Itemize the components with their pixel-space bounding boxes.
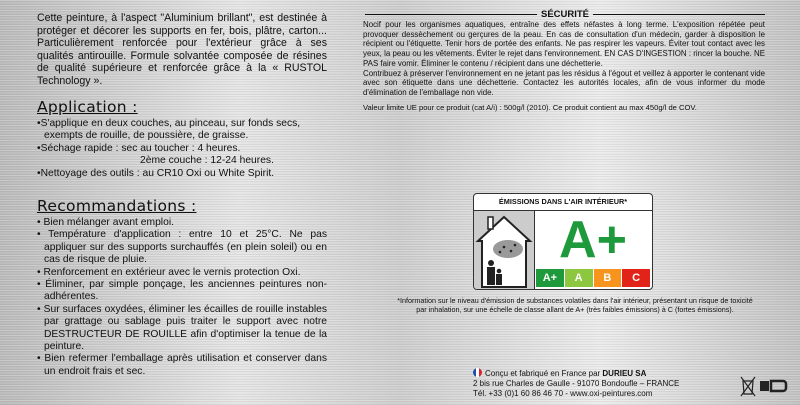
emissions-rating: A+ — [559, 211, 627, 269]
application-heading: Application : — [37, 98, 138, 116]
application-item: •S'applique en deux couches, au pinceau, sur fonds secs, exempts de rouille, de poussière, de graisse. — [37, 118, 301, 142]
product-description: Cette peinture, à l'aspect "Aluminium brillant", est destinée à protéger et décorer les supports en fer, bois, plâtre, carton... Particulièrement renforcée pour l'extérieur grâce à ses qualités antirouille. Formule solvantée composée de résines de qualité supérieure et renforcée grâce à la « RUSTOL Technology ». — [37, 12, 327, 87]
made-in-france: Conçu et fabriqué en France par — [485, 369, 603, 378]
scale-c: C — [622, 269, 650, 287]
application-item: 2ème couche : 12-24 heures. — [140, 155, 274, 167]
emissions-label — [473, 193, 653, 290]
manufacturer-info — [473, 368, 679, 399]
application-item: •Nettoyage des outils : au CR10 Oxi ou White Spirit. — [37, 167, 275, 179]
recommandation-item: • Sur surfaces oxydées, éliminer les écailles de rouille instables par grattage ou sablage puis traiter le support avec notre DESTRUCTEUR DE ROUILLE afin d'optimiser la tenue de la peinture. — [37, 303, 327, 353]
contact: Tél. +33 (0)1 60 86 46 70 - www.oxi-peintures.com — [473, 389, 653, 398]
divider — [365, 14, 537, 15]
application-item: •Séchage rapide : sec au toucher : 4 heures. — [37, 142, 241, 154]
securite-text — [363, 20, 765, 112]
emissions-scale — [536, 269, 650, 287]
securite-heading — [365, 9, 765, 20]
recommandation-item: • Bien mélanger avant emploi. — [37, 217, 174, 228]
securite-title: SÉCURITÉ — [540, 9, 590, 20]
divider — [593, 14, 765, 15]
recommandation-item: • Éliminer, par simple ponçage, les anciennes peintures non-adhérentes. — [37, 279, 327, 303]
scale-a-plus: A+ — [536, 269, 564, 287]
recycling-icons — [740, 375, 790, 402]
application-section — [37, 98, 329, 180]
recommandations-heading: Recommandations : — [37, 197, 197, 215]
recommandation-item: • Température d'application : entre 10 et 25°C. Ne pas appliquer sur des supports surchauffés (en plein soleil) ou en cas de risque de pluie. — [37, 229, 327, 266]
house-icon — [474, 211, 535, 289]
recommandations-section — [37, 197, 327, 378]
recommandation-item: • Renforcement en extérieur avec le vernis protection Oxi. — [37, 266, 301, 278]
recommandation-item: • Bien refermer l'emballage après utilisation et conserver dans un endroit frais et sec. — [37, 353, 327, 377]
france-flag-icon — [473, 368, 482, 377]
emissions-footnote: *Information sur le niveau d'émission de substances volatiles dans l'air intérieur, présentant un risque de toxicité par inhalation, sur une échelle de classe allant de A+ (très faibles émissions) à C (fortes émissions). — [397, 296, 753, 315]
scale-a: A — [565, 269, 593, 287]
emissions-title: ÉMISSIONS DANS L'AIR INTÉRIEUR* — [474, 194, 652, 211]
cov-limit: Valeur limite UE pour ce produit (cat A/i) : 500g/l (2010). Ce produit contient au max 450g/l de COV. — [363, 102, 697, 112]
securite-paragraph: Nocif pour les organismes aquatiques, entraîne des effets néfastes à long terme. L'exposition répétée peut provoquer dessèchement ou gerçures de la peau. En cas de consultation d'un médecin, garder à disposition le récipient ou l'étiquette. Tenir hors de portée des enfants. Ne pas respirer les vapeurs. Éviter tout contact avec les yeux, la peau ou les vêtements. Éviter le rejet dans l'environnement. EN CAS D'INGESTION : rincer la bouche. NE PAS faire vomir. Éliminer le contenu / récipient dans une déchetterie. — [363, 20, 765, 68]
address: 2 bis rue Charles de Gaulle - 91070 Bondoufle – FRANCE — [473, 379, 680, 388]
company-name: DURIEU SA — [602, 369, 647, 378]
securite-paragraph: Contribuez à préserver l'environnement en ne jetant pas les résidus à l'égout et veillez à apporter le contenant vide avec son étiquette dans une déchetterie. Contactez les autorités locales, afin de vous informer du mode d'élimination de l'emballage non vide. — [363, 68, 765, 97]
scale-b: B — [594, 269, 622, 287]
